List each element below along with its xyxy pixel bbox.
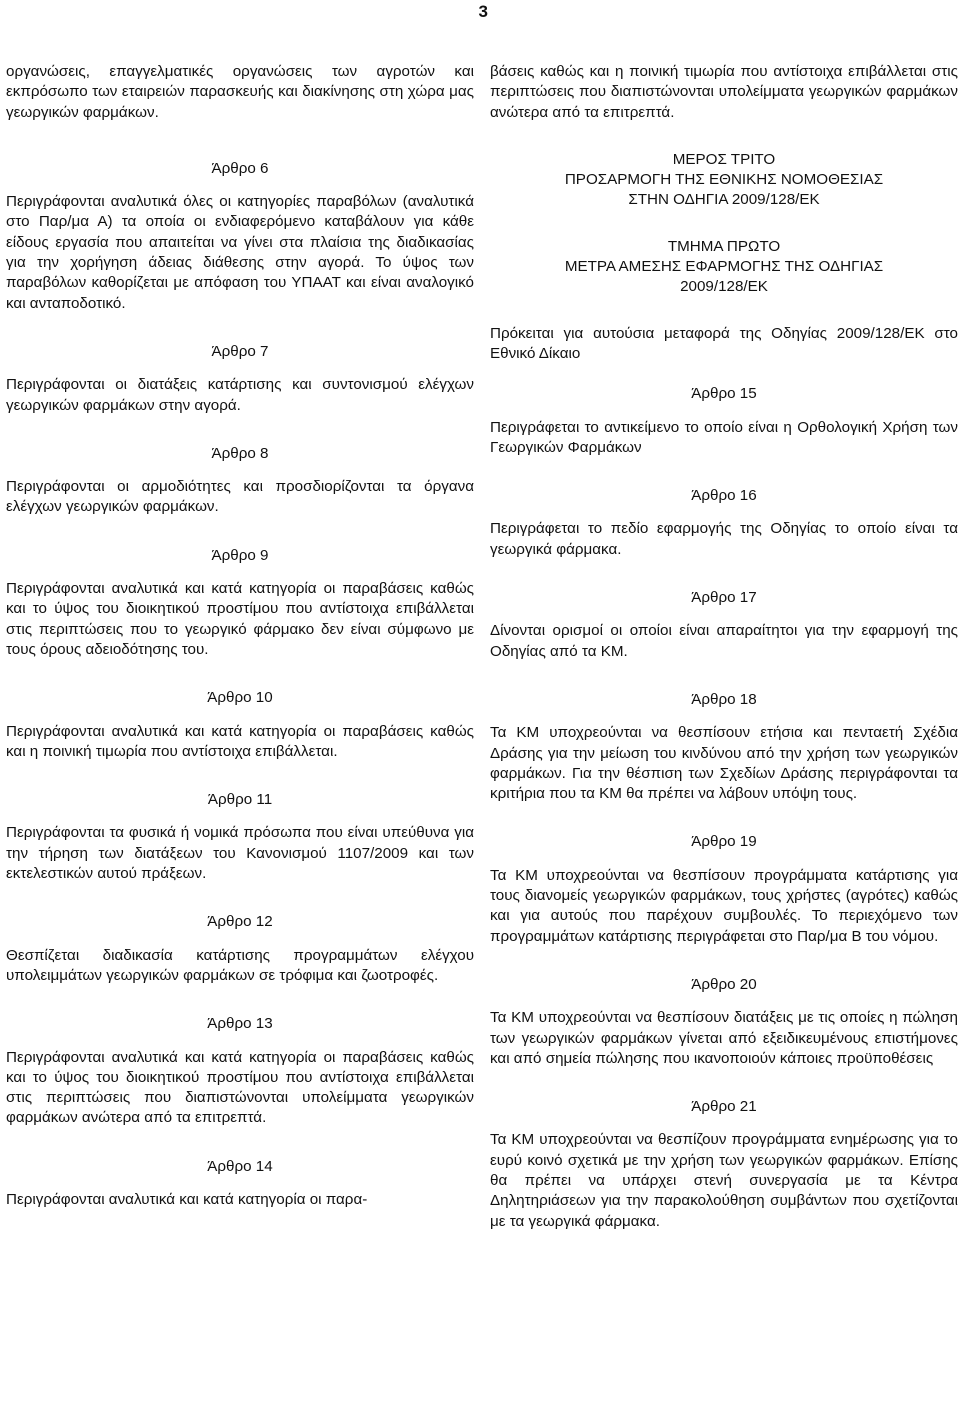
section-heading-line: 2009/128/ΕΚ [680,278,768,296]
article-text: Τα ΚΜ υποχρεούνται να θεσπίσουν ετήσια και πενταετή Σχέδια Δράσης για την μείωση του κινδύνου από την χρήση των γεωργικών φαρμάκων. Για την θέσπιση των Σχεδίων Δράσης περιγράφονται τα κριτήρια που τα ΚΜ θα πρέπει να λάβουν υπόψη τους. [490,724,958,803]
article-text: Περιγράφονται τα φυσικά ή νομικά πρόσωπα που είναι υπεύθυνα για την τήρηση των διατάξεων του Κανονισμού 1107/2009 και των εκτελεστικών αυτού πράξεων. [6,824,474,883]
article-7 [6,342,474,416]
article-title: Άρθρο 8 [211,444,269,462]
article-title: Άρθρο 21 [691,1098,757,1116]
section-heading [490,237,958,298]
article-18 [490,690,958,804]
article-9 [6,546,474,660]
article-text: Περιγράφονται οι αρμοδιότητες και προσδιορίζονται τα όργανα ελέγχων γεωργικών φαρμάκων. [6,478,474,516]
article-title: Άρθρο 7 [211,342,269,360]
article-title: Άρθρο 13 [207,1015,273,1033]
article-text: Περιγράφονται αναλυτικά και κατά κατηγορία οι παραβάσεις καθώς και το ύψος του διοικητικού προστίμου που αντίστοιχα επιβάλλεται στις περιπτώσεις που διαπιστώνονται υπολείμματα γεωργικών φαρμάκων ανώτερα από τα επιτρεπτά. [6,1048,474,1127]
article-title: Άρθρο 19 [691,833,757,851]
article-text: Τα ΚΜ υποχρεούνται να θεσπίζουν προγράμματα ενημέρωσης για το ευρύ κοινό σχετικά με την χρήση των γεωργικών φαρμάκων. Επίσης θα πρέπει να υπάρχει στενή συνεργασία με τα Κέντρα Δηλητηριάσεων για την παρακολούθηση συμβάντων που σχετίζονται με τα γεωργικά φάρμακα. [490,1131,958,1230]
article-text: Περιγράφονται οι διατάξεις κατάρτισης και συντονισμού ελέγχων γεωργικών φαρμάκων στην αγορά. [6,376,474,414]
article-text: Περιγράφονται αναλυτικά όλες οι κατηγορίες παραβόλων (αναλυτικά στο Παρ/μα Α) τα οποία οι ενδιαφερόμενο καταβάλουν για κάθε είδους εργασία που απαιτείται να γίνει στα πλαίσια της διαδικασίας για την χορήγηση άδειας διάθεσης στην αγορά. Το ύψος των παραβόλων καθορίζεται με απόφαση του ΥΠΑΑΤ και είναι αναλογικό και ανταποδοτικό. [6,193,474,312]
article-6 [6,159,474,314]
article-title: Άρθρο 6 [211,159,269,177]
article-title: Άρθρο 11 [207,791,273,809]
article-title: Άρθρο 20 [691,975,757,993]
article-19 [490,832,958,946]
article-title: Άρθρο 14 [207,1157,273,1175]
left-intro-text: οργανώσεις, επαγγελματικές οργανώσεις των αγροτών και εκπρόσωπο των εταιρειών παρασκευής και διακίνησης στη χώρα μας γεωργικών φαρμάκων. [6,63,474,121]
article-12 [6,912,474,986]
part-heading-line: ΣΤΗΝ ΟΔΗΓΙΑ 2009/128/ΕΚ [628,191,820,209]
article-text: Τα ΚΜ υποχρεούνται να θεσπίσουν διατάξεις με τις οποίες η πώληση των γεωργικών φαρμάκων γίνεται από εξειδικευμένους επιστήμονες και από σημεία πώλησης που ικανοποιούν κάποιες προϋποθέσεις [490,1009,958,1067]
article-8 [6,444,474,518]
part-heading-line: ΜΕΡΟΣ ΤΡΙΤΟ [672,150,776,168]
article-15 [490,384,958,458]
article-title: Άρθρο 15 [691,385,757,403]
left-column [6,62,474,1210]
article-title: Άρθρο 10 [207,689,273,707]
article-17 [490,588,958,662]
section-heading-line: ΤΜΗΜΑ ΠΡΩΤΟ [667,237,781,255]
article-title: Άρθρο 12 [207,913,273,931]
article-text: Περιγράφεται το αντικείμενο το οποίο είναι η Ορθολογική Χρήση των Γεωργικών Φαρμάκων [490,418,958,456]
page-number: 3 [478,2,488,21]
section-heading-line: ΜΕΤΡΑ ΑΜΕΣΗΣ ΕΦΑΡΜΟΓΗΣ ΤΗΣ ΟΔΗΓΙΑΣ [564,258,884,276]
article-title: Άρθρο 17 [691,589,757,607]
article-text: Δίνονται ορισμοί οι οποίοι είναι απαραίτητοι για την εφαρμογή της Οδηγίας από τα ΚΜ. [490,622,958,660]
article-14 [6,1157,474,1211]
article-title: Άρθρο 9 [211,546,269,564]
article-text: Θεσπίζεται διαδικασία κατάρτισης προγραμμάτων ελέγχου υπολειμμάτων γεωργικών φαρμάκων σε τρόφιμα και ζωοτροφές. [6,946,474,984]
part-heading [490,150,958,211]
article-13 [6,1014,474,1128]
article-title: Άρθρο 16 [691,487,757,505]
article-text: Περιγράφονται αναλυτικά και κατά κατηγορία οι παρα- [6,1190,368,1208]
article-text: Περιγράφεται το πεδίο εφαρμογής της Οδηγίας το οποίο είναι τα γεωργικά φάρμακα. [490,520,958,558]
part-heading-line: ΠΡΟΣΑΡΜΟΓΗ ΤΗΣ ΕΘΝΙΚΗΣ ΝΟΜΟΘΕΣΙΑΣ [564,171,884,189]
article-20 [490,975,958,1069]
article-text: Περιγράφονται αναλυτικά και κατά κατηγορία οι παραβάσεις καθώς και η ποινική τιμωρία που αντίστοιχα επιβάλλεται. [6,722,474,760]
article-text: Τα ΚΜ υποχρεούνται να θεσπίσουν προγράμματα κατάρτισης για τους διανομείς γεωργικών φαρμάκων, τους χρήστες (αγρότες) καθώς και για αυτούς που παρέχουν συμβουλές. Το περιεχόμενο των προγραμμάτων κατάρτισης περιγράφεται στο Παρ/μα Β του νόμου. [490,866,958,945]
article-21 [490,1097,958,1232]
right-intro-text: βάσεις καθώς και η ποινική τιμωρία που αντίστοιχα επιβάλλεται στις περιπτώσεις που διαπιστώνονται υπολείμματα γεωργικών φαρμάκων ανώτερα από τα επιτρεπτά. [490,63,958,121]
right-column [490,62,958,1232]
article-16 [490,486,958,560]
article-11 [6,790,474,884]
article-title: Άρθρο 18 [691,690,757,708]
article-text: Περιγράφονται αναλυτικά και κατά κατηγορία οι παραβάσεις καθώς και το ύψος του διοικητικού προστίμου που αντίστοιχα επιβάλλεται στις περιπτώσεις που το γεωργικό φάρμακο δεν είναι σύμφωνο με τους όρους αδειοδότησης του. [6,580,474,658]
section-intro-text: Πρόκειται για αυτούσια μεταφορά της Οδηγίας 2009/128/ΕΚ στο Εθνικό Δίκαιο [490,324,958,362]
article-10 [6,688,474,762]
